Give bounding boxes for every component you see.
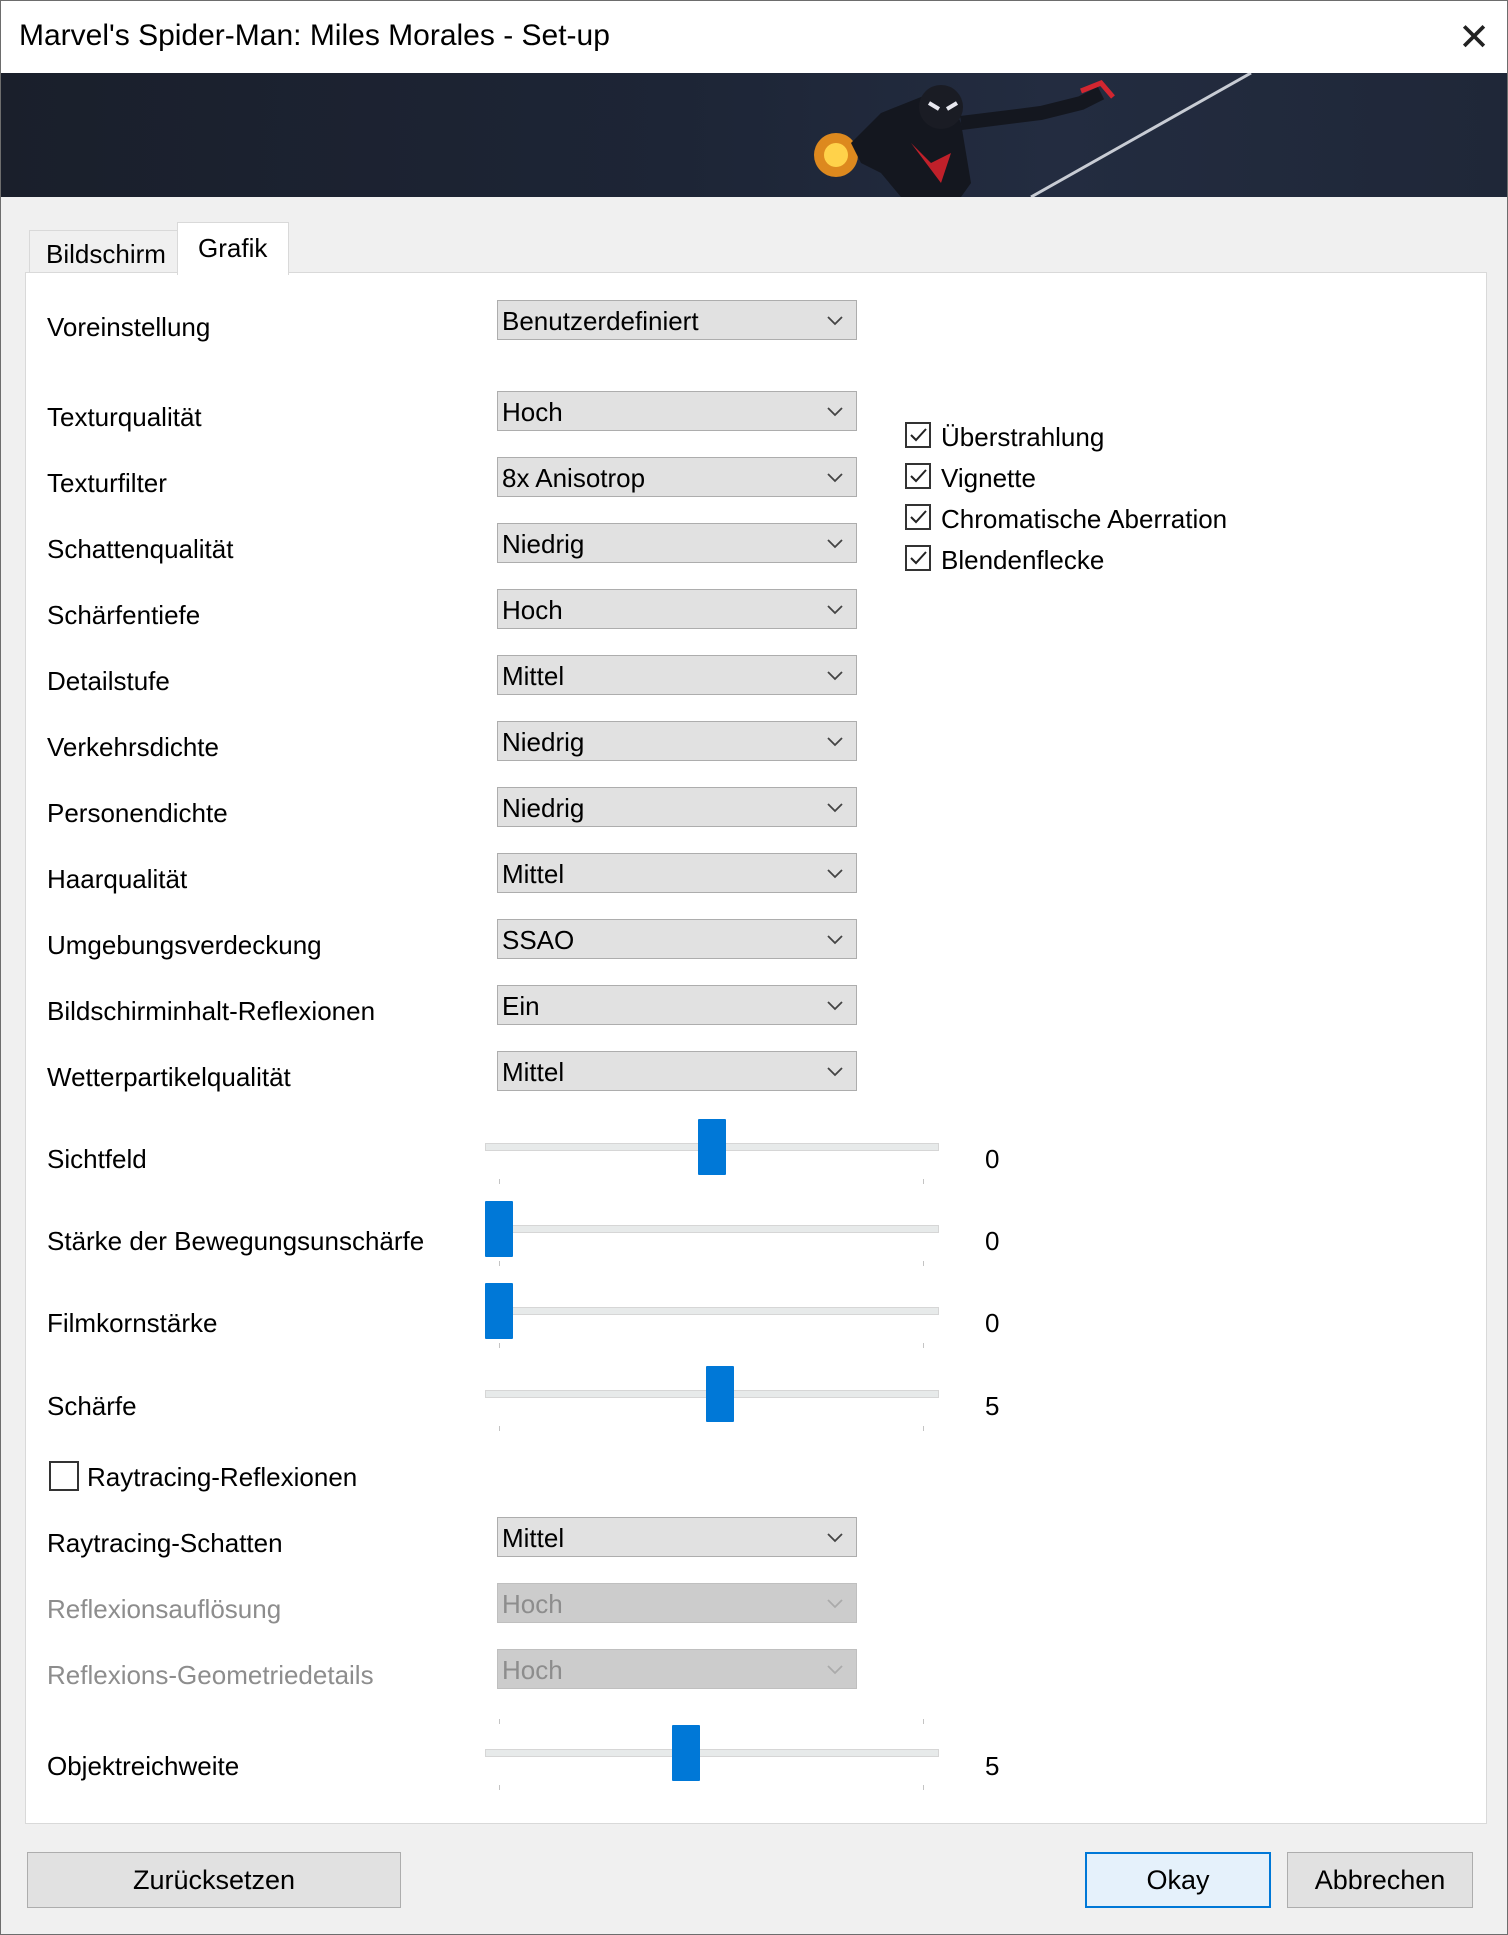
setting-label-schattenqualitaet: Schattenqualität [47,534,234,564]
tab-bildschirm-label: Bildschirm [46,239,166,269]
checkbox-ueberstrahlung[interactable] [905,422,931,448]
slider-value-sichtfeld: 0 [985,1144,1000,1174]
select-bildschirminhalt-reflexionen[interactable] [497,985,857,1025]
slider-track-bewegungsunschaerfe[interactable] [485,1225,939,1233]
check-icon [909,508,927,526]
setting-label-personendichte: Personendichte [47,798,228,828]
checkbox-blendenflecke[interactable] [905,545,931,571]
preset-value: Benutzerdefiniert [502,306,699,336]
chevron-down-icon [826,930,844,948]
checkbox-label-ueberstrahlung: Überstrahlung [941,422,1105,452]
title-bar [1,1,1507,73]
setting-value: Hoch [502,595,563,625]
slider-thumb-bewegungsunschaerfe[interactable] [485,1201,513,1257]
checkbox-vignette[interactable] [905,463,931,489]
chevron-down-icon [826,666,844,684]
setting-label-reflexionsaufloesung: Reflexionsauflösung [47,1594,282,1624]
slider-tick [499,1343,500,1348]
slider-tick [499,1719,500,1724]
slider-thumb-filmkornstaerke[interactable] [485,1283,513,1339]
select-personendichte[interactable] [497,787,857,827]
tab-grafik-label: Grafik [198,233,268,263]
setting-value: Mittel [502,661,565,691]
slider-tick [499,1261,500,1266]
slider-label-schaerfe: Schärfe [47,1391,137,1421]
chevron-down-icon [826,1660,844,1678]
chevron-down-icon [826,732,844,750]
game-banner [1,73,1507,197]
reset-button[interactable]: Zurücksetzen [27,1852,401,1908]
check-icon [909,426,927,444]
slider-label-objektreichweite: Objektreichweite [47,1751,240,1781]
setting-label-schaerfentiefe: Schärfentiefe [47,600,201,630]
setting-label-reflexions-geometriedetails: Reflexions-Geometriedetails [47,1660,374,1690]
setting-value: Hoch [502,1655,563,1685]
setting-label-wetterpartikelqualitaet: Wetterpartikelqualität [47,1062,291,1092]
setting-label-bildschirminhalt-reflexionen: Bildschirminhalt-Reflexionen [47,996,376,1026]
slider-tick [923,1179,924,1184]
slider-tick [499,1179,500,1184]
chevron-down-icon [826,1594,844,1612]
slider-track-filmkornstaerke[interactable] [485,1307,939,1315]
slider-label-sichtfeld: Sichtfeld [47,1144,147,1174]
preset-label: Voreinstellung [47,312,211,342]
select-texturqualitaet[interactable] [497,391,857,431]
cancel-button[interactable]: Abbrechen [1287,1852,1473,1908]
checkbox-label-vignette: Vignette [941,463,1036,493]
setting-label-texturfilter: Texturfilter [47,468,167,498]
slider-tick [923,1426,924,1431]
okay-button[interactable]: Okay [1085,1852,1271,1908]
setting-value: Mittel [502,1057,565,1087]
slider-tick [923,1261,924,1266]
setting-value: Niedrig [502,793,585,823]
slider-thumb-sichtfeld[interactable] [698,1119,726,1175]
setting-label-raytracing-schatten: Raytracing-Schatten [47,1528,283,1558]
setting-label-haarqualitaet: Haarqualität [47,864,188,894]
slider-value-filmkornstaerke: 0 [985,1308,1000,1338]
setting-value: SSAO [502,925,575,955]
setting-value: Niedrig [502,727,585,757]
window-title: Marvel's Spider-Man: Miles Morales - Set-up [19,19,610,52]
checkbox-label-raytracing-reflexionen: Raytracing-Reflexionen [87,1462,358,1492]
slider-value-schaerfe: 5 [985,1391,1000,1421]
chevron-down-icon [826,600,844,618]
select-verkehrsdichte[interactable] [497,721,857,761]
close-icon[interactable]: ✕ [1458,16,1490,59]
check-icon [909,467,927,485]
select-schaerfentiefe[interactable] [497,589,857,629]
setting-label-umgebungsverdeckung: Umgebungsverdeckung [47,930,322,960]
setting-value: Hoch [502,397,563,427]
slider-thumb-objektreichweite[interactable] [672,1725,700,1781]
check-icon [909,549,927,567]
checkbox-label-blendenflecke: Blendenflecke [941,545,1105,575]
select-reflexionsaufloesung [497,1583,857,1623]
checkbox-raytracing-reflexionen[interactable] [49,1461,79,1491]
slider-tick [923,1343,924,1348]
slider-value-bewegungsunschaerfe: 0 [985,1226,1000,1256]
slider-tick [923,1785,924,1790]
tab-grafik[interactable] [177,222,289,275]
checkbox-label-chromatische-aberration: Chromatische Aberration [941,504,1228,534]
tab-bildschirm[interactable] [29,230,179,273]
chevron-down-icon [826,311,844,329]
select-reflexions-geometriedetails [497,1649,857,1689]
chevron-down-icon [826,402,844,420]
chevron-down-icon [826,468,844,486]
setting-label-texturqualitaet: Texturqualität [47,402,202,432]
select-raytracing-schatten[interactable] [497,1517,857,1557]
chevron-down-icon [826,996,844,1014]
setting-value: Niedrig [502,529,585,559]
select-texturfilter[interactable] [497,457,857,497]
slider-value-objektreichweite: 5 [985,1751,1000,1781]
setting-value: Hoch [502,1589,563,1619]
slider-label-bewegungsunschaerfe: Stärke der Bewegungsunschärfe [47,1226,425,1256]
slider-tick [499,1426,500,1431]
select-schattenqualitaet[interactable] [497,523,857,563]
chevron-down-icon [826,534,844,552]
preset-select[interactable] [497,300,857,340]
select-detailstufe[interactable] [497,655,857,695]
chevron-down-icon [826,864,844,882]
slider-track-objektreichweite[interactable] [485,1749,939,1757]
select-wetterpartikelqualitaet[interactable] [497,1051,857,1091]
chevron-down-icon [826,1062,844,1080]
setting-value: Ein [502,991,540,1021]
slider-thumb-schaerfe[interactable] [706,1366,734,1422]
select-umgebungsverdeckung[interactable] [497,919,857,959]
checkbox-chromatische-aberration[interactable] [905,504,931,530]
setting-label-verkehrsdichte: Verkehrsdichte [47,732,219,762]
setting-value: 8x Anisotrop [502,463,646,493]
setting-label-detailstufe: Detailstufe [47,666,170,696]
setting-value: Mittel [502,859,565,889]
select-haarqualitaet[interactable] [497,853,857,893]
slider-tick [923,1719,924,1724]
slider-tick [499,1785,500,1790]
slider-label-filmkornstaerke: Filmkornstärke [47,1308,218,1338]
chevron-down-icon [826,798,844,816]
chevron-down-icon [826,1528,844,1546]
setting-value: Mittel [502,1523,565,1553]
